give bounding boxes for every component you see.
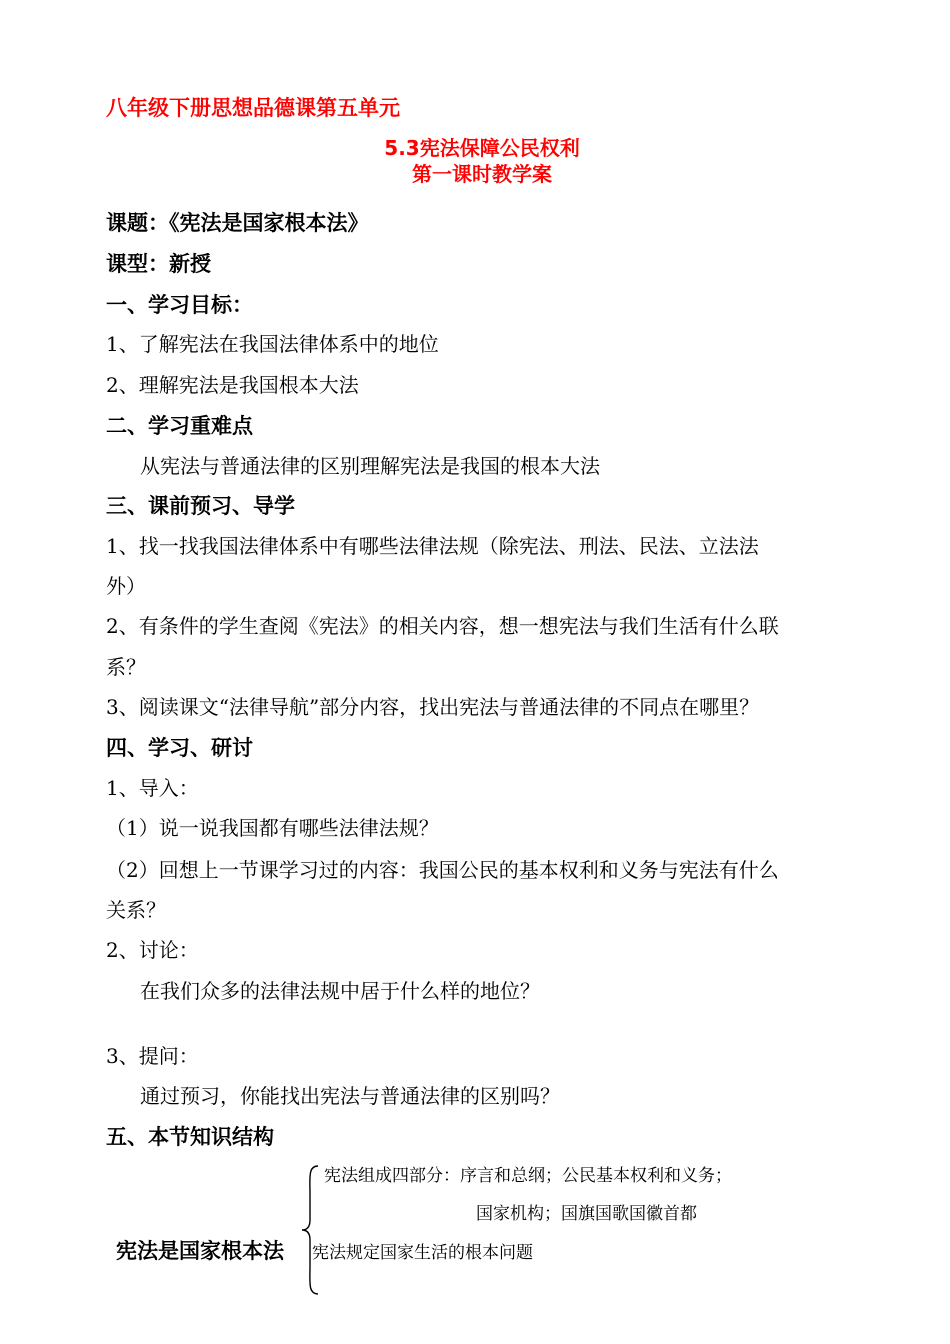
preview-item-1: 1、找一找我国法律体系中有哪些法律法规（除宪法、刑法、民法、立法法 — [106, 534, 759, 558]
structure-branch-1: 宪法组成四部分：序言和总纲；公民基本权利和义务； — [324, 1166, 732, 1186]
ask-text: 通过预习，你能找出宪法与普通法律的区别吗？ — [140, 1084, 560, 1108]
section-2-heading: 二、学习重难点 — [106, 414, 253, 438]
lesson-topic: 课题：《宪法是国家根本法》 — [106, 211, 369, 235]
unit-title: 八年级下册思想品德课第五单元 — [106, 96, 400, 120]
preview-item-2-cont: 系？ — [106, 655, 146, 679]
intro-question-2: （2）回想上一节课学习过的内容：我国公民的基本权利和义务与宪法有什么 — [106, 858, 779, 882]
structure-root: 宪法是国家根本法 — [116, 1239, 284, 1263]
discuss-text: 在我们众多的法律法规中居于什么样的地位？ — [140, 979, 540, 1003]
objective-item: 2、理解宪法是我国根本大法 — [106, 373, 359, 397]
preview-item-1-cont: 外） — [106, 574, 146, 598]
key-difficulty-text: 从宪法与普通法律的区别理解宪法是我国的根本大法 — [140, 454, 600, 478]
intro-question-1: （1）说一说我国都有哪些法律法规？ — [106, 816, 439, 840]
section-1-heading: 一、学习目标： — [106, 293, 253, 317]
ask-label: 3、提问： — [106, 1044, 199, 1068]
preview-item-2: 2、有条件的学生查阅《宪法》的相关内容，想一想宪法与我们生活有什么联 — [106, 614, 779, 638]
lesson-subtitle: 第一课时教学案 — [412, 162, 552, 186]
lesson-title: 5.3宪法保障公民权利 — [384, 136, 580, 160]
structure-branch-2: 宪法规定国家生活的根本问题 — [312, 1243, 533, 1263]
objective-item: 1、了解宪法在我国法律体系中的地位 — [106, 332, 439, 356]
section-4-heading: 四、学习、研讨 — [106, 736, 253, 760]
intro-question-2-cont: 关系？ — [106, 898, 166, 922]
preview-item-3: 3、阅读课文“法律导航”部分内容，找出宪法与普通法律的不同点在哪里？ — [106, 695, 760, 719]
section-3-heading: 三、课前预习、导学 — [106, 494, 295, 518]
section-5-heading: 五、本节知识结构 — [106, 1125, 274, 1149]
lesson-type: 课型：新授 — [106, 252, 211, 276]
discuss-label: 2、讨论： — [106, 938, 199, 962]
intro-label: 1、导入： — [106, 776, 199, 800]
curly-brace-icon — [300, 1164, 320, 1296]
structure-branch-1-cont: 国家机构；国旗国歌国徽首都 — [476, 1204, 697, 1224]
